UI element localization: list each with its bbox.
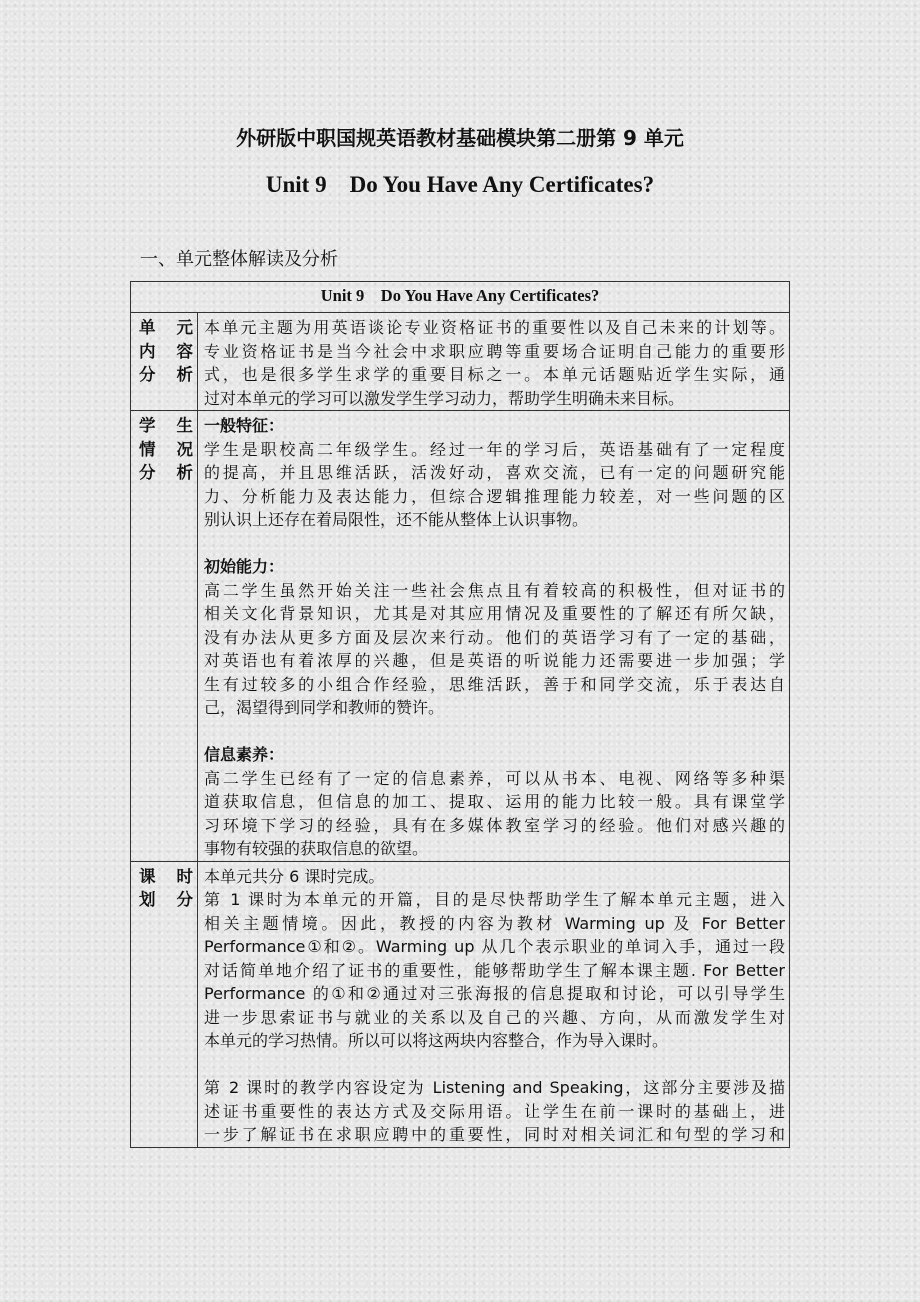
row-label-char: 单 [139,318,156,337]
paragraph-line: 道获取信息，但信息的加工、提取、运用的能力比较一般。具有课堂学 [204,792,785,811]
paragraph-line: 没有办法从更多方面及层次来行动。他们的英语学习有了一定的基础， [204,627,785,647]
document-subtitle: Unit 9 Do You Have Any Certificates? [265,172,655,197]
paragraph-line: 对英语也有着浓厚的兴趣，但是英语的听说能力还需要进一步加强；学 [204,651,785,670]
table-header-row [131,282,790,313]
student-analysis-row [131,411,790,862]
row-label-char: 时 [176,866,193,886]
paragraph-line: 学生是职校高二年级学生。经过一年的学习后，英语基础有了一定程度 [204,439,785,459]
row-label-char: 划 [139,890,156,909]
paragraph-gap [204,1053,785,1077]
row-label-char: 分 [176,890,193,909]
unit-analysis-table [130,281,790,1148]
paragraph-line: 对话简单地介绍了证书的重要性，能够帮助学生了解本课主题. For Better [204,960,785,980]
paragraph-line: 事物有较强的获取信息的欲望。 [204,839,429,858]
row-label-char: 课 [139,866,156,886]
row-label-char: 分 [139,365,156,384]
row-label-char: 学 [139,416,156,435]
paragraph-line: 本单元的学习热情。所以可以将这两块内容整合，作为导入课时。 [204,1031,669,1050]
row-label-char: 析 [176,463,193,482]
paragraph-gap [204,532,785,556]
paragraph-line: 本单元主题为用英语谈论专业资格证书的重要性以及自己未来的计划等。 [204,318,785,337]
paragraph-line: 本单元共分 6 课时完成。 [204,866,385,886]
row-label-line [133,363,197,387]
document-title: 外研版中职国规英语教材基础模块第二册第 9 单元 [236,126,684,150]
row-label-char: 况 [176,439,193,459]
row-label-char: 分 [139,463,156,482]
subsection-heading: 信息素养： [204,745,285,764]
paragraph-line: 相关主题情境。因此，教授的内容为教材 Warming up 及 For Better [204,913,785,933]
lesson-plan-row [131,861,790,1147]
row-label-line [133,865,197,889]
subsection-heading: 初始能力： [204,557,285,576]
paragraph-line: 第 1 课时为本单元的开篇，目的是尽快帮助学生了解本单元主题，进入 [204,890,785,909]
paragraph-line: 第 2 课时的教学内容设定为 Listening and Speaking，这部分主要涉及描 [204,1078,785,1097]
row-label [131,861,198,1147]
paragraph-gap [204,720,785,744]
row-label-char: 容 [176,341,193,361]
row-label-line [133,438,197,462]
paragraph-line: 专业资格证书是当今社会中求职应聘等重要场合证明自己能力的重要形 [204,341,785,361]
row-label [131,313,198,411]
row-label-line [133,414,197,438]
paragraph-line: 高二学生已经有了一定的信息素养，可以从书本、电视、网络等多种渠 [204,768,785,788]
table-header: Unit 9 Do You Have Any Certificates? [131,282,790,313]
paragraph-line: 习环境下学习的经验，具有在多媒体教室学习的经验。他们对感兴趣的 [204,815,785,835]
paragraph-line: 的提高，并且思维活跃，活泼好动，喜欢交流，已有一定的问题研究能 [204,463,785,482]
paragraph-line: 生有过较多的小组合作经验，思维活跃，善于和同学交流，乐于表达自 [204,674,785,694]
paragraph-line: 力、分析能力及表达能力，但综合逻辑推理能力较差，对一些问题的区 [204,486,785,506]
unit-content-analysis-row [131,313,790,411]
paragraph-line: 述证书重要性的表达方式及交际用语。让学生在前一课时的基础上，进 [204,1101,785,1121]
subsection-heading: 一般特征： [204,416,285,435]
row-content [198,411,790,862]
row-label-line [133,461,197,485]
row-label [131,411,198,862]
paragraph-line: 过对本单元的学习可以激发学生学习动力，帮助学生明确未来目标。 [204,388,685,408]
paragraph-line: 己，渴望得到同学和教师的赞许。 [204,698,445,717]
row-content [198,861,790,1147]
paragraph-line: 高二学生虽然开始关注一些社会焦点且有着较高的积极性，但对证书的 [204,580,785,600]
paragraph-line: 别认识上还存在着局限性，还不能从整体上认识事物。 [204,510,589,529]
paragraph-line: 相关文化背景知识，尤其是对其应用情况及重要性的了解还有所欠缺， [204,604,785,623]
row-label-char: 内 [139,341,156,361]
row-label-line [133,888,197,912]
row-label-line [133,316,197,340]
paragraph-line: 式，也是很多学生求学的重要目标之一。本单元话题贴近学生实际，通 [204,365,785,384]
row-content [198,313,790,411]
row-label-char: 元 [176,318,193,337]
row-label-char: 生 [176,416,193,435]
row-label-char: 析 [176,365,193,384]
paragraph-line: Performance①和②。Warming up 从几个表示职业的单词入手，通过一段 [204,937,785,956]
row-label-line [133,340,197,364]
paragraph-line: Performance 的①和②通过对三张海报的信息提取和讨论，可以引导学生 [204,984,785,1003]
row-label-char: 情 [139,439,156,459]
section-heading: 一、单元整体解读及分析 [140,249,338,270]
paragraph-line: 一步了解证书在求职应聘中的重要性，同时对相关词汇和句型的学习和 [204,1125,785,1144]
paragraph-line: 进一步思索证书与就业的关系以及自己的兴趣、方向，从而激发学生对 [204,1007,785,1027]
